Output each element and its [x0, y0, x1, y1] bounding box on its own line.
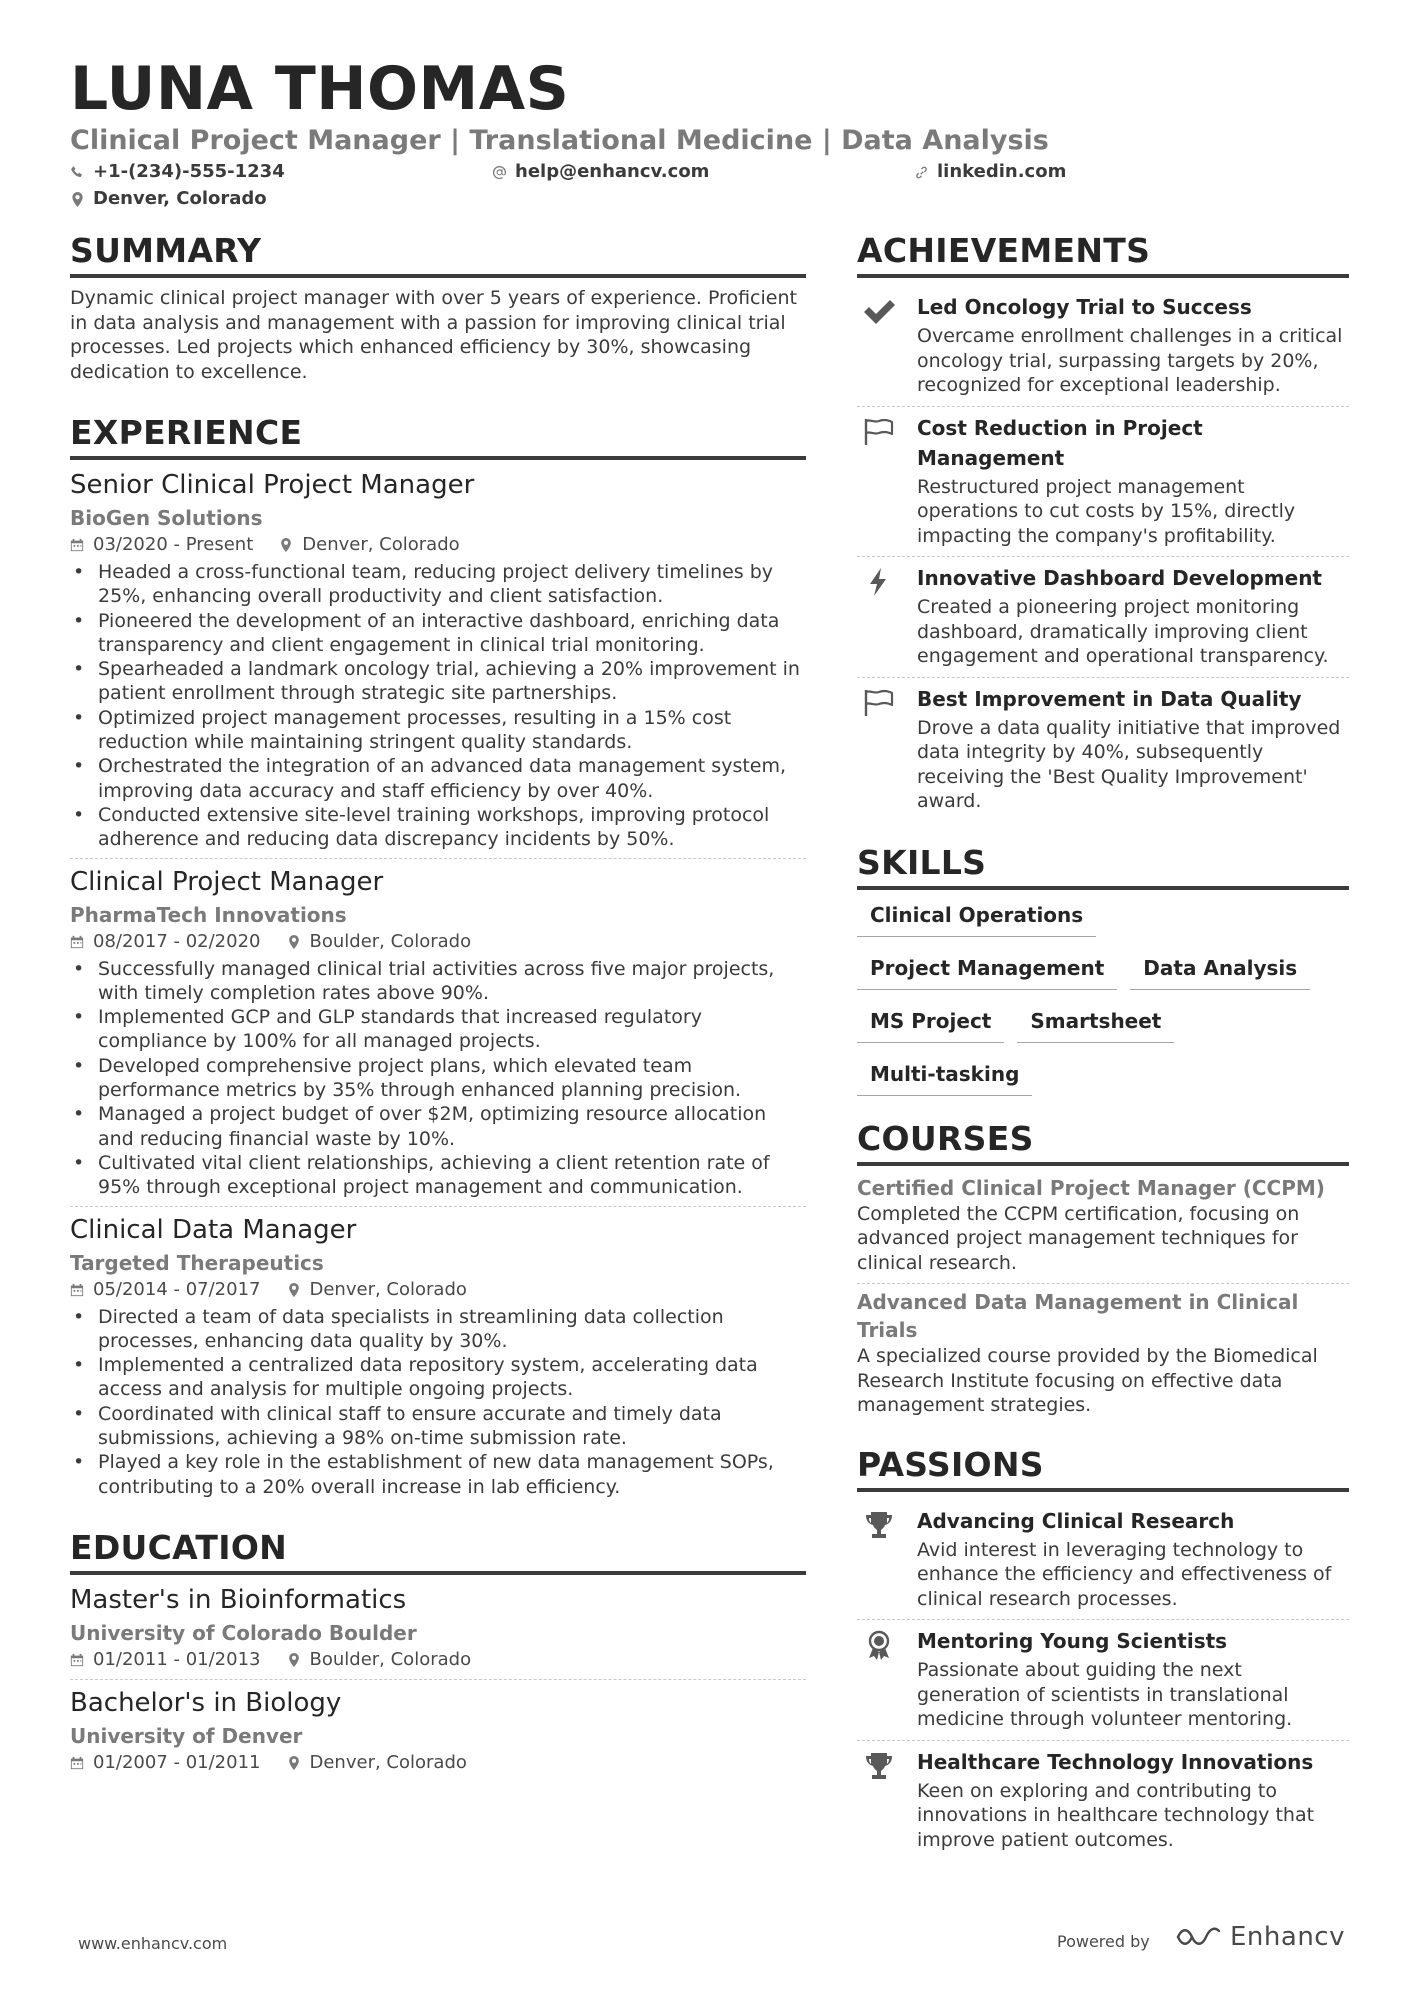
job-title: Clinical Project Manager	[70, 866, 384, 897]
location-pin-icon	[287, 1653, 301, 1667]
skill-tag: Clinical Operations	[857, 898, 1096, 937]
calendar-icon	[70, 1283, 84, 1297]
achievements-list	[857, 286, 1349, 822]
phone-text: +1-(234)-555-1234	[93, 161, 285, 182]
achievement-entry	[857, 557, 1349, 678]
entry-body	[917, 292, 1349, 398]
lightning-icon	[862, 567, 896, 669]
education-heading: EDUCATION	[70, 1527, 806, 1575]
contact-email[interactable]	[492, 160, 709, 184]
education-entry	[70, 1583, 806, 1680]
passion-entry	[857, 1500, 1349, 1621]
entry-description: Avid interest in leveraging technology to enhance the efficiency and effectiveness of clinical research processes.	[917, 1538, 1332, 1610]
contact-location	[70, 187, 267, 211]
job-location	[287, 1277, 467, 1303]
entry-title: Advancing Clinical Research	[917, 1508, 1235, 1533]
summary-heading: SUMMARY	[70, 230, 806, 278]
passion-entry	[857, 1620, 1349, 1741]
experience-section	[70, 412, 806, 1505]
entry-body	[917, 413, 1349, 549]
location-pin-icon	[279, 538, 293, 552]
icon-wrapper	[857, 684, 901, 814]
job-title: Senior Clinical Project Manager	[70, 470, 475, 500]
experience-entry	[70, 865, 806, 1207]
entry-title: Led Oncology Trial to Success	[917, 295, 1252, 319]
bullet-item: • Successfully managed clinical trial activities across five major projects, with timely completion rates above 90%.	[70, 957, 806, 1006]
location-text: Denver, Colorado	[309, 1278, 467, 1300]
contact-linkedin[interactable]	[914, 160, 1066, 184]
date-range	[70, 1277, 261, 1303]
date-location-row	[70, 929, 806, 955]
date-text: 08/2017 - 02/2020	[93, 930, 261, 952]
education-list	[70, 1583, 806, 1782]
bullet-item: • Played a key role in the establishment of new data management SOPs, contributing to a 20% overall increase in lab efficiency.	[70, 1450, 806, 1499]
achievements-heading: ACHIEVEMENTS	[857, 230, 1349, 278]
bullet-item: • Managed a project budget of over $2M, optimizing resource allocation and reducing financial waste by 10%.	[70, 1102, 806, 1151]
icon-wrapper	[857, 563, 901, 669]
achievement-entry	[857, 407, 1349, 558]
passion-entry	[857, 1741, 1349, 1861]
summary-section	[70, 230, 806, 384]
bullet-item: • Spearheaded a landmark oncology trial, achieving a 20% improvement in patient enrollment through strategic site partnerships.	[70, 657, 806, 706]
skills-list	[857, 898, 1349, 1096]
job-title: Clinical Data Manager	[70, 1214, 357, 1245]
flag-icon	[862, 417, 896, 549]
location-pin-icon	[287, 1283, 301, 1297]
skill-tag: Data Analysis	[1130, 951, 1310, 990]
phone-icon	[70, 165, 85, 180]
passions-section	[857, 1444, 1349, 1861]
bullet-item: • Orchestrated the integration of an advanced data management system, improving data accuracy and staff efficiency by over 40%.	[70, 754, 806, 803]
course-title: Advanced Data Management in Clinical Trials	[857, 1290, 1299, 1342]
job-location	[287, 1750, 467, 1776]
experience-entry	[70, 468, 806, 859]
location-text: Denver, Colorado	[93, 188, 267, 209]
entry-body	[917, 1747, 1349, 1853]
entry-description: Drove a data quality initiative that improved data integrity by 40%, subsequently receiving the 'Best Quality Improvement' award.	[917, 716, 1341, 812]
location-pin-icon	[70, 192, 85, 207]
course-description: A specialized course provided by the Biomedical Research Institute focusing on effective data management strategies.	[857, 1345, 1318, 1416]
achievement-bullets	[70, 1305, 806, 1499]
icon-wrapper	[857, 1626, 901, 1732]
bullet-item: • Coordinated with clinical staff to ensure accurate and timely data submissions, achieving a 98% on-time submission rate.	[70, 1402, 806, 1451]
date-text: 05/2014 - 07/2017	[93, 1278, 261, 1300]
candidate-name: LUNA THOMAS	[70, 54, 570, 124]
icon-wrapper	[857, 1747, 901, 1853]
calendar-icon	[70, 538, 84, 552]
date-text: 03/2020 - Present	[93, 534, 254, 555]
bullet-item: • Headed a cross-functional team, reducing project delivery timelines by 25%, enhancing overall productivity and client satisfaction.	[70, 560, 806, 609]
trophy-icon	[862, 1510, 896, 1612]
date-location-row	[70, 1647, 806, 1673]
education-entry	[70, 1686, 806, 1782]
location-text: Boulder, Colorado	[309, 1648, 472, 1670]
education-section	[70, 1527, 806, 1782]
summary-text: Dynamic clinical project manager with over 5 years of experience. Proficient in data analysis and management with a passion for improving clinical trial processes. Led projects which enhanced efficiency by 30%, showcasing dedication to excellence.	[70, 287, 797, 383]
skill-tag: Project Management	[857, 951, 1117, 990]
date-range	[70, 1750, 261, 1776]
skill-tag: Multi-tasking	[857, 1057, 1032, 1096]
bullet-item: • Implemented a centralized data repository system, accelerating data access and analysis for multiple ongoing projects.	[70, 1353, 806, 1402]
bullet-item: • Cultivated vital client relationships, achieving a client retention rate of 95% through exceptional project management and communication.	[70, 1151, 806, 1200]
achievement-bullets	[70, 957, 806, 1200]
courses-list	[857, 1174, 1349, 1426]
date-range	[70, 929, 261, 955]
location-text: Boulder, Colorado	[309, 930, 472, 952]
courses-section	[857, 1118, 1349, 1426]
skill-tag: Smartsheet	[1017, 1004, 1174, 1043]
experience-heading: EXPERIENCE	[70, 412, 806, 460]
experience-entry	[70, 1213, 806, 1505]
company-name: PharmaTech Innovations	[70, 902, 347, 927]
location-pin-icon	[287, 1756, 301, 1770]
left-column	[70, 230, 806, 1810]
footer-website[interactable]: www.enhancv.com	[78, 1934, 228, 1953]
entry-description: Created a pioneering project monitoring dashboard, dramatically improving client engagement and operational transparency.	[917, 596, 1329, 667]
entry-title: Innovative Dashboard Development	[917, 566, 1322, 590]
date-range	[70, 532, 253, 558]
course-title: Certified Clinical Project Manager (CCPM)	[857, 1175, 1325, 1200]
bullet-item: • Directed a team of data specialists in streamlining data collection processes, enhancing data quality by 30%.	[70, 1305, 806, 1354]
skills-heading: SKILLS	[857, 842, 1349, 890]
date-location-row	[70, 1750, 806, 1776]
company-name: Targeted Therapeutics	[70, 1250, 324, 1275]
trophy-icon	[862, 1751, 896, 1853]
skills-section	[857, 842, 1349, 1096]
job-location	[287, 1647, 472, 1673]
company-name: BioGen Solutions	[70, 506, 263, 530]
achievements-section	[857, 230, 1349, 822]
icon-wrapper	[857, 292, 901, 398]
calendar-icon	[70, 1756, 84, 1770]
bullet-item: • Optimized project management processes, resulting in a 15% cost reduction while maintaining stringent quality standards.	[70, 706, 806, 755]
date-location-row	[70, 532, 806, 558]
achievement-bullets	[70, 560, 806, 852]
entry-body	[917, 1506, 1349, 1612]
entry-body	[917, 684, 1349, 814]
flag-icon	[862, 688, 896, 814]
bullet-item: • Implemented GCP and GLP standards that increased regulatory compliance by 100% for all managed projects.	[70, 1005, 806, 1054]
entry-body	[917, 1626, 1349, 1732]
courses-heading: COURSES	[857, 1118, 1349, 1166]
right-column	[857, 230, 1349, 1888]
entry-description: Restructured project management operations to cut costs by 15%, directly impacting the company's profitability.	[917, 475, 1296, 547]
footer-powered-by: Powered by	[1057, 1932, 1150, 1951]
job-location	[287, 929, 472, 955]
date-location-row	[70, 1277, 806, 1303]
entry-title: Healthcare Technology Innovations	[917, 1749, 1314, 1774]
at-icon	[492, 165, 507, 180]
course-entry	[857, 1288, 1349, 1426]
course-description: Completed the CCPM certification, focusing on advanced project management techniques for clinical research.	[857, 1202, 1300, 1274]
school-name: University of Colorado Boulder	[70, 1620, 417, 1645]
school-name: University of Denver	[70, 1723, 303, 1748]
entry-description: Overcame enrollment challenges in a critical oncology trial, surpassing targets by 20%, recognized for exceptional leadership.	[917, 325, 1343, 396]
degree-title: Master's in Bioinformatics	[70, 1584, 407, 1615]
linkedin-text: linkedin.com	[937, 161, 1067, 182]
entry-description: Passionate about guiding the next generation of scientists in translational medicine through volunteer mentoring.	[917, 1659, 1293, 1730]
skill-tag: MS Project	[857, 1004, 1004, 1043]
achievement-entry	[857, 286, 1349, 407]
calendar-icon	[70, 935, 84, 949]
entry-description: Keen on exploring and contributing to innovations in healthcare technology that improve patient outcomes.	[917, 1779, 1315, 1851]
experience-list	[70, 468, 806, 1505]
medal-icon	[862, 1630, 896, 1732]
bullet-item: • Pioneered the development of an interactive dashboard, enriching data transparency and client engagement in clinical trial monitoring.	[70, 609, 806, 658]
checkmark-icon	[862, 296, 896, 398]
enhancv-logo-icon	[1176, 1925, 1222, 1949]
calendar-icon	[70, 1653, 84, 1667]
course-entry	[857, 1174, 1349, 1285]
location-pin-icon	[287, 935, 301, 949]
location-text: Denver, Colorado	[309, 1751, 467, 1773]
entry-title: Mentoring Young Scientists	[917, 1629, 1228, 1653]
achievement-entry	[857, 678, 1349, 822]
date-text: 01/2007 - 01/2011	[93, 1751, 261, 1773]
degree-title: Bachelor's in Biology	[70, 1687, 342, 1718]
email-text: help@enhancv.com	[515, 161, 710, 182]
footer-brand-logo[interactable]	[1176, 1922, 1345, 1952]
bullet-item: • Developed comprehensive project plans, which elevated team performance metrics by 35% through enhanced planning precision.	[70, 1054, 806, 1103]
bullet-item: • Conducted extensive site-level training workshops, improving protocol adherence and reducing data discrepancy incidents by 50%.	[70, 803, 806, 852]
entry-title: Best Improvement in Data Quality	[917, 686, 1302, 711]
location-text: Denver, Colorado	[302, 534, 460, 555]
passions-heading: PASSIONS	[857, 1444, 1349, 1492]
footer-brand-text: Enhancv	[1230, 1922, 1345, 1952]
link-icon	[914, 165, 929, 180]
icon-wrapper	[857, 1506, 901, 1612]
contact-phone[interactable]	[70, 160, 285, 184]
entry-body	[917, 563, 1349, 669]
entry-title: Cost Reduction in Project Management	[917, 415, 1203, 470]
job-location	[279, 532, 459, 558]
passions-list	[857, 1500, 1349, 1861]
date-range	[70, 1647, 261, 1673]
date-text: 01/2011 - 01/2013	[93, 1648, 261, 1670]
candidate-title: Clinical Project Manager | Translational Medicine | Data Analysis	[70, 125, 1049, 156]
icon-wrapper	[857, 413, 901, 549]
